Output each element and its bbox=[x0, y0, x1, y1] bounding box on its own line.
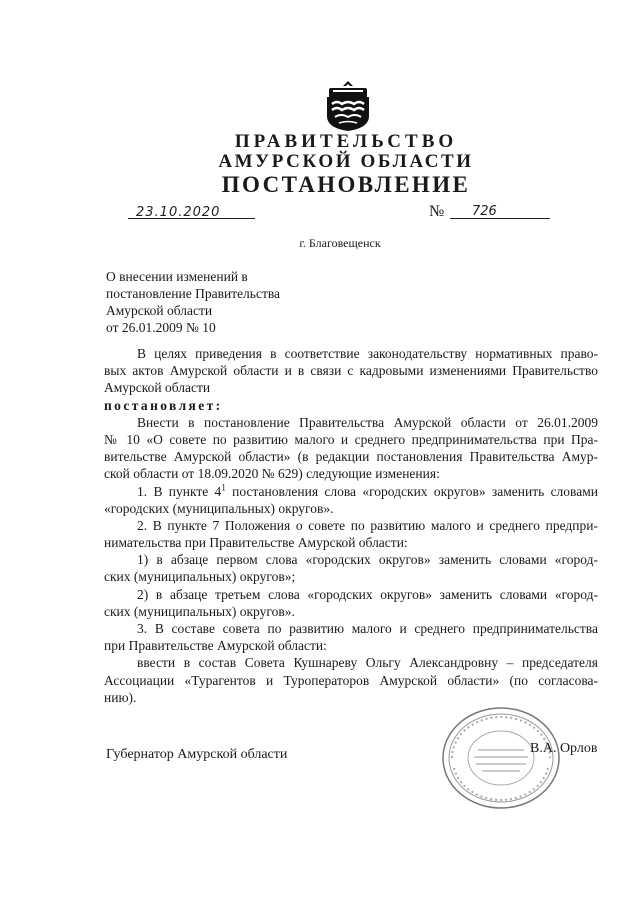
signatory-name: В.А. Орлов bbox=[530, 741, 598, 756]
preamble-line: В целях приведения в соответствие законодательству нормативных право- bbox=[137, 346, 598, 361]
city-name: г. Благовещенск bbox=[299, 236, 381, 250]
document-subject bbox=[106, 268, 280, 336]
number-label: № bbox=[429, 203, 445, 220]
signatory-position: Губернатор Амурской области bbox=[106, 747, 288, 762]
number-underline bbox=[450, 218, 550, 219]
item-1-line bbox=[104, 483, 598, 500]
intro-line: вительстве Амурской области» (в редакции постановления Правительства Амур- bbox=[104, 449, 598, 465]
intro-line: Внести в постановление Правительства Амурской области от 26.01.2009 bbox=[137, 414, 598, 430]
item-3-text-line: ввести в состав Совета Кушнареву Ольгу Александровну – председателя bbox=[137, 655, 598, 671]
subject-line: от 26.01.2009 № 10 bbox=[106, 320, 216, 335]
item-2-1-line: ских (муниципальных) округов»; bbox=[104, 569, 296, 585]
item-2-2-line: ских (муниципальных) округов». bbox=[104, 603, 295, 619]
document-body bbox=[104, 345, 598, 706]
item-1-text-end: постановления слова «городских округов» заменить словами bbox=[225, 483, 599, 499]
subject-line: О внесении изменений в bbox=[106, 269, 248, 284]
item-2-2-line: 2) в абзаце третьем слова «городских округов» заменить словами «город- bbox=[137, 586, 598, 602]
item-3-text-line: нию). bbox=[104, 689, 137, 705]
item-1-line: «городских (муниципальных) округов». bbox=[104, 500, 334, 516]
item-2-line: 2. В пункте 7 Положения о совете по развитию малого и среднего предпри- bbox=[137, 517, 598, 533]
item-3-text-line: Ассоциации «Турагентов и Туроператоров Амурской области» (по согласова- bbox=[104, 672, 598, 688]
preamble-line: вых актов Амурской области и в связи с кадровыми изменениями Правительство bbox=[104, 363, 598, 379]
item-3-line: 3. В составе совета по развитию малого и среднего предпринимательства bbox=[137, 621, 598, 636]
document-date: 23.10.2020 bbox=[136, 205, 221, 220]
organization-name-line2: АМУРСКОЙ ОБЛАСТИ bbox=[218, 151, 474, 172]
intro-line: ской области от 18.09.2020 № 629) следующие изменения: bbox=[104, 466, 440, 482]
item-3-line: при Правительстве Амурской области: bbox=[104, 638, 327, 654]
item-2-1-line: 1) в абзаце первом слова «городских округов» заменить словами «город- bbox=[137, 552, 598, 568]
item-1-superscript: 1 bbox=[221, 482, 226, 492]
organization-name-line1: ПРАВИТЕЛЬСТВО bbox=[234, 131, 458, 152]
official-seal-icon bbox=[440, 706, 562, 810]
document-type-title: ПОСТАНОВЛЕНИЕ bbox=[221, 172, 471, 197]
item-2-line: нимательства при Правительстве Амурской области: bbox=[104, 535, 408, 551]
coat-of-arms-icon bbox=[323, 80, 373, 132]
item-1-text-start: 1. В пункте 4 bbox=[137, 483, 222, 499]
document-number: 726 bbox=[472, 204, 497, 219]
preamble-line: Амурской области bbox=[104, 380, 211, 396]
subject-line: Амурской области bbox=[106, 303, 213, 318]
decree-word: постановляет: bbox=[104, 397, 223, 413]
intro-line: № 10 «О совете по развитию малого и среднего предпринимательства при Пра- bbox=[104, 431, 598, 447]
subject-line: постановление Правительства bbox=[106, 286, 281, 301]
